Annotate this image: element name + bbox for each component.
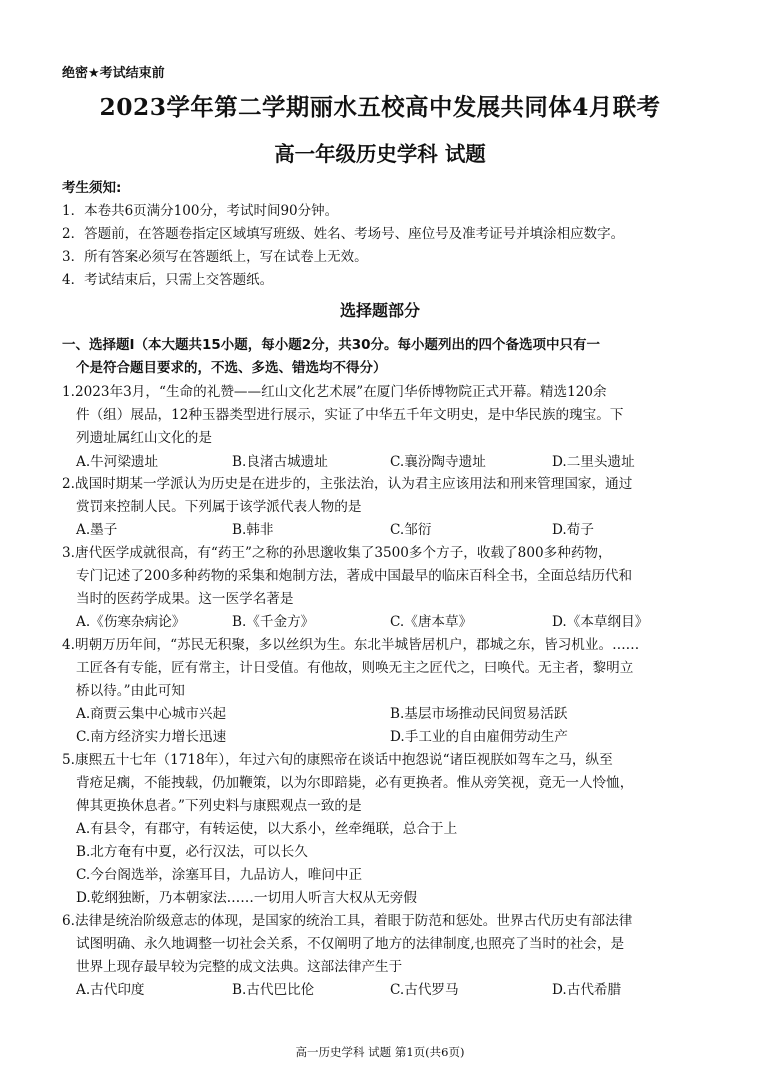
question-6-option-b: B.古代巴比伦 bbox=[232, 982, 315, 998]
question-5-option-c: C.今台阁选举，涂塞耳目，九品访人，唯问中正 bbox=[76, 867, 363, 883]
question-4-stem: 工匠各有专能，匠有常主，计日受值。有他故，则唤无主之匠代之，曰唤代。无主者，黎明立 bbox=[76, 660, 634, 676]
question-6-option-d: D.古代希腊 bbox=[552, 982, 622, 998]
question-3-stem: 3.唐代医学成就很高，有“药王”之称的孙思邈收集了3500多个方子，收载了800多种药物， bbox=[62, 545, 612, 561]
instruction-item: 3．所有答案必须写在答题纸上，写在试卷上无效。 bbox=[62, 249, 368, 265]
question-5-stem: 5.康熙五十七年（1718年），年过六旬的康熙帝在谈话中抱怨说“诸臣视朕如驾车之马，纵至 bbox=[62, 752, 613, 768]
question-3-option-a: A.《伤寒杂病论》 bbox=[76, 614, 186, 630]
question-4-option-d: D.手工业的自由雇佣劳动生产 bbox=[390, 729, 568, 745]
question-3-stem: 当时的医药学成果。这一医学名著是 bbox=[76, 591, 294, 607]
question-2-option-b: B.韩非 bbox=[232, 522, 274, 538]
question-6-option-c: C.古代罗马 bbox=[390, 982, 459, 998]
question-1-option-c: C.襄汾陶寺遗址 bbox=[390, 454, 486, 470]
question-1-option-b: B.良渚古城遗址 bbox=[232, 454, 328, 470]
instructions-heading: 考生须知: bbox=[62, 180, 122, 196]
question-5-stem: 背疮足瘸，不能拽载，仍加鞭策，以为尔即踣毙，必有更换者。惟从旁笑视，竟无一人怜恤， bbox=[76, 775, 634, 791]
exam-title: 2023学年第二学期丽水五校高中发展共同体4月联考 bbox=[99, 93, 661, 121]
question-4-stem: 桥以待。”由此可知 bbox=[76, 683, 185, 699]
question-2-stem: 赏罚来控制人民。下列属于该学派代表人物的是 bbox=[76, 499, 362, 515]
question-5-option-b: B.北方奄有中夏，必行汉法，可以长久 bbox=[76, 844, 308, 860]
question-1-option-d: D.二里头遗址 bbox=[552, 454, 635, 470]
page-footer: 高一历史学科 试题 第1页(共6页) bbox=[295, 1045, 465, 1059]
question-2-option-a: A.墨子 bbox=[76, 522, 118, 538]
part-heading: 一、选择题Ⅰ（本大题共15小题，每小题2分，共30分。每小题列出的四个备选项中只有一 bbox=[62, 337, 600, 353]
section-title: 选择题部分 bbox=[339, 301, 420, 320]
question-3-option-b: B.《千金方》 bbox=[232, 614, 315, 630]
question-4-option-a: A.商贾云集中心城市兴起 bbox=[76, 706, 227, 722]
instruction-item: 4．考试结束后，只需上交答题纸。 bbox=[62, 272, 274, 288]
question-3-option-d: D.《本草纲目》 bbox=[552, 614, 649, 630]
question-1-option-a: A.牛河梁遗址 bbox=[76, 454, 159, 470]
confidential-mark: 绝密★考试结束前 bbox=[62, 66, 165, 81]
question-2-option-d: D.荀子 bbox=[552, 522, 594, 538]
part-heading-cont: 个是符合题目要求的，不选、多选、错选均不得分） bbox=[76, 360, 387, 376]
question-5-option-d: D.乾纲独断，乃本朝家法……一切用人听言大权从无旁假 bbox=[76, 890, 417, 906]
exam-subtitle: 高一年级历史学科 试题 bbox=[274, 142, 486, 166]
question-3-stem: 专门记述了200多种药物的采集和炮制方法，著成中国最早的临床百科全书，全面总结历代和 bbox=[76, 568, 633, 584]
question-5-stem: 俾其更换休息者。”下列史料与康熙观点一致的是 bbox=[76, 798, 362, 814]
question-6-stem: 世界上现存最早较为完整的成文法典。这部法律产生于 bbox=[76, 959, 403, 975]
question-5-option-a: A.有县令，有郡守，有转运使，以大系小，丝牵绳联，总合于上 bbox=[76, 821, 458, 837]
question-6-stem: 6.法律是统治阶级意志的体现，是国家的统治工具，着眼于防范和惩处。世界古代历史有部法律 bbox=[62, 913, 633, 929]
question-1-stem: 1.2023年3月，“生命的礼赞——红山文化艺术展”在厦门华侨博物院正式开幕。精选120余 bbox=[62, 384, 607, 400]
question-4-option-c: C.南方经济实力增长迅速 bbox=[76, 729, 227, 745]
question-2-option-c: C.邹衍 bbox=[390, 522, 432, 538]
question-2-stem: 2.战国时期某一学派认为历史是在进步的，主张法治，认为君主应该用法和刑来管理国家，通过 bbox=[62, 476, 633, 492]
instruction-item: 1．本卷共6页满分100分，考试时间90分钟。 bbox=[62, 203, 339, 219]
question-3-option-c: C.《唐本草》 bbox=[390, 614, 473, 630]
question-4-stem: 4.明朝万历年间，“苏民无积聚，多以丝织为生。东北半城皆居机户，郡城之东，皆习机业。…… bbox=[62, 637, 640, 653]
question-1-stem: 件（组）展品，12种玉器类型进行展示，实证了中华五千年文明史，是中华民族的瑰宝。下 bbox=[76, 407, 624, 423]
question-4-option-b: B.基层市场推动民间贸易活跃 bbox=[390, 706, 568, 722]
instruction-item: 2．答题前，在答题卷指定区域填写班级、姓名、考场号、座位号及准考证号并填涂相应数字。 bbox=[62, 226, 625, 242]
question-1-stem: 列遗址属红山文化的是 bbox=[76, 430, 212, 446]
question-6-option-a: A.古代印度 bbox=[76, 982, 145, 998]
question-6-stem: 试图明确、永久地调整一切社会关系，不仅阐明了地方的法律制度,也照亮了当时的社会，是 bbox=[76, 936, 625, 952]
